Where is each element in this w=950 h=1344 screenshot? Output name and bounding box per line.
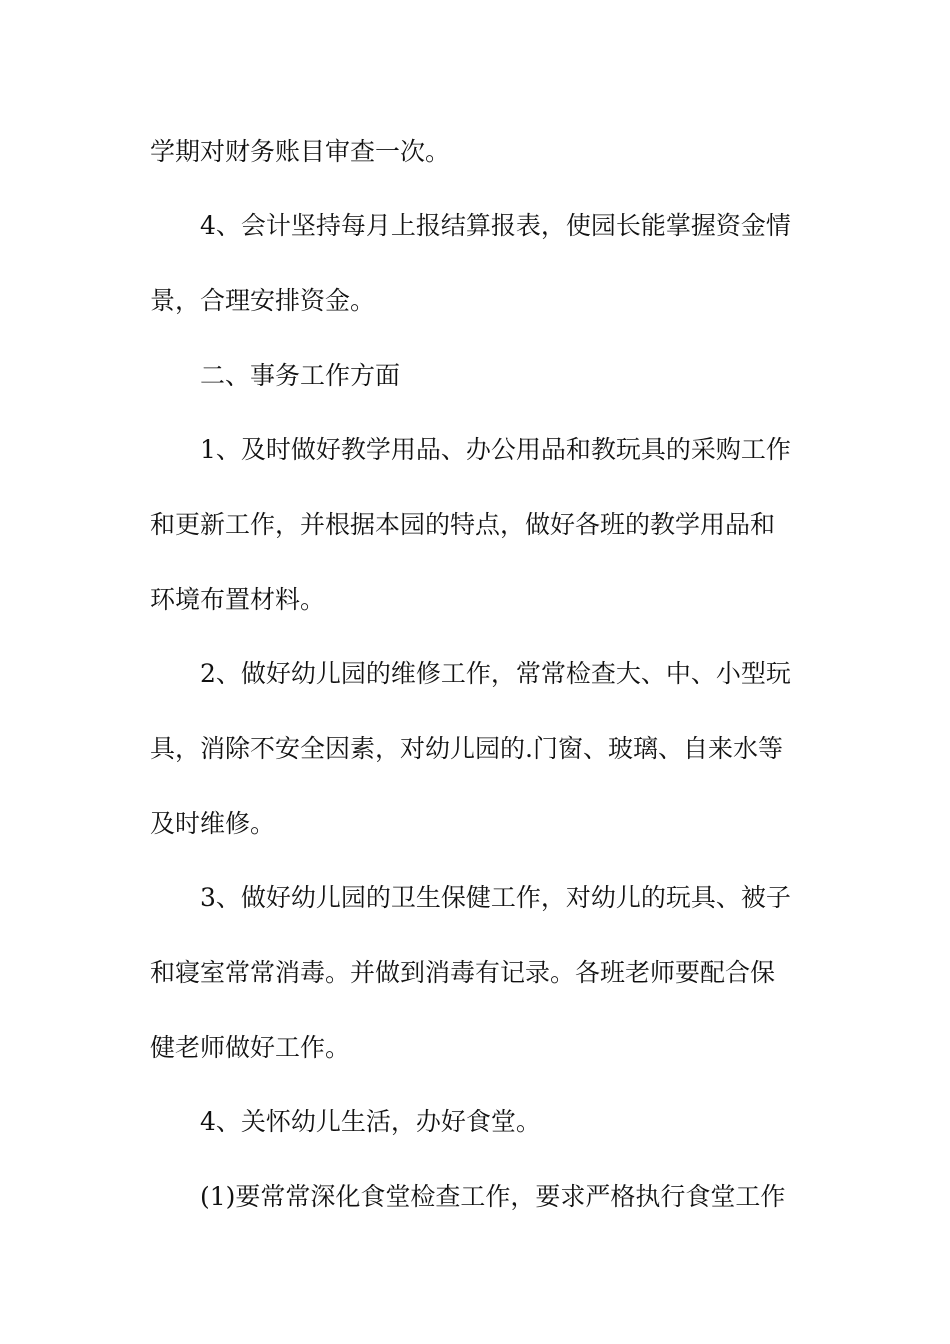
paragraph-item-4-accounting: 4、会计坚持每月上报结算报表，使园长能掌握资金情 [200, 211, 791, 240]
paragraph-item-1: 1、及时做好教学用品、办公用品和教玩具的采购工作 [200, 435, 791, 464]
sub-item-1: (1)要常常深化食堂检查工作，要求严格执行食堂工作 [200, 1182, 786, 1211]
paragraph-item-4-canteen: 4、关怀幼儿生活，办好食堂。 [200, 1107, 541, 1136]
text-line: 和寝室常常消毒。并做到消毒有记录。各班老师要配合保 [150, 958, 776, 987]
paragraph-item-2: 2、做好幼儿园的维修工作，常常检查大、中、小型玩 [200, 659, 791, 688]
text-line: 学期对财务账目审查一次。 [150, 137, 451, 166]
text-line: 景，合理安排资金。 [150, 286, 376, 315]
text-line: 健老师做好工作。 [150, 1033, 351, 1062]
text-line: 环境布置材料。 [150, 585, 326, 614]
text-line: 具，消除不安全因素，对幼儿园的.门窗、玻璃、自来水等 [150, 734, 783, 763]
text-line: 和更新工作，并根据本园的特点，做好各班的教学用品和 [150, 510, 776, 539]
section-heading: 二、事务工作方面 [200, 361, 401, 390]
paragraph-item-3: 3、做好幼儿园的卫生保健工作，对幼儿的玩具、被子 [200, 883, 791, 912]
text-line: 及时维修。 [150, 809, 276, 838]
